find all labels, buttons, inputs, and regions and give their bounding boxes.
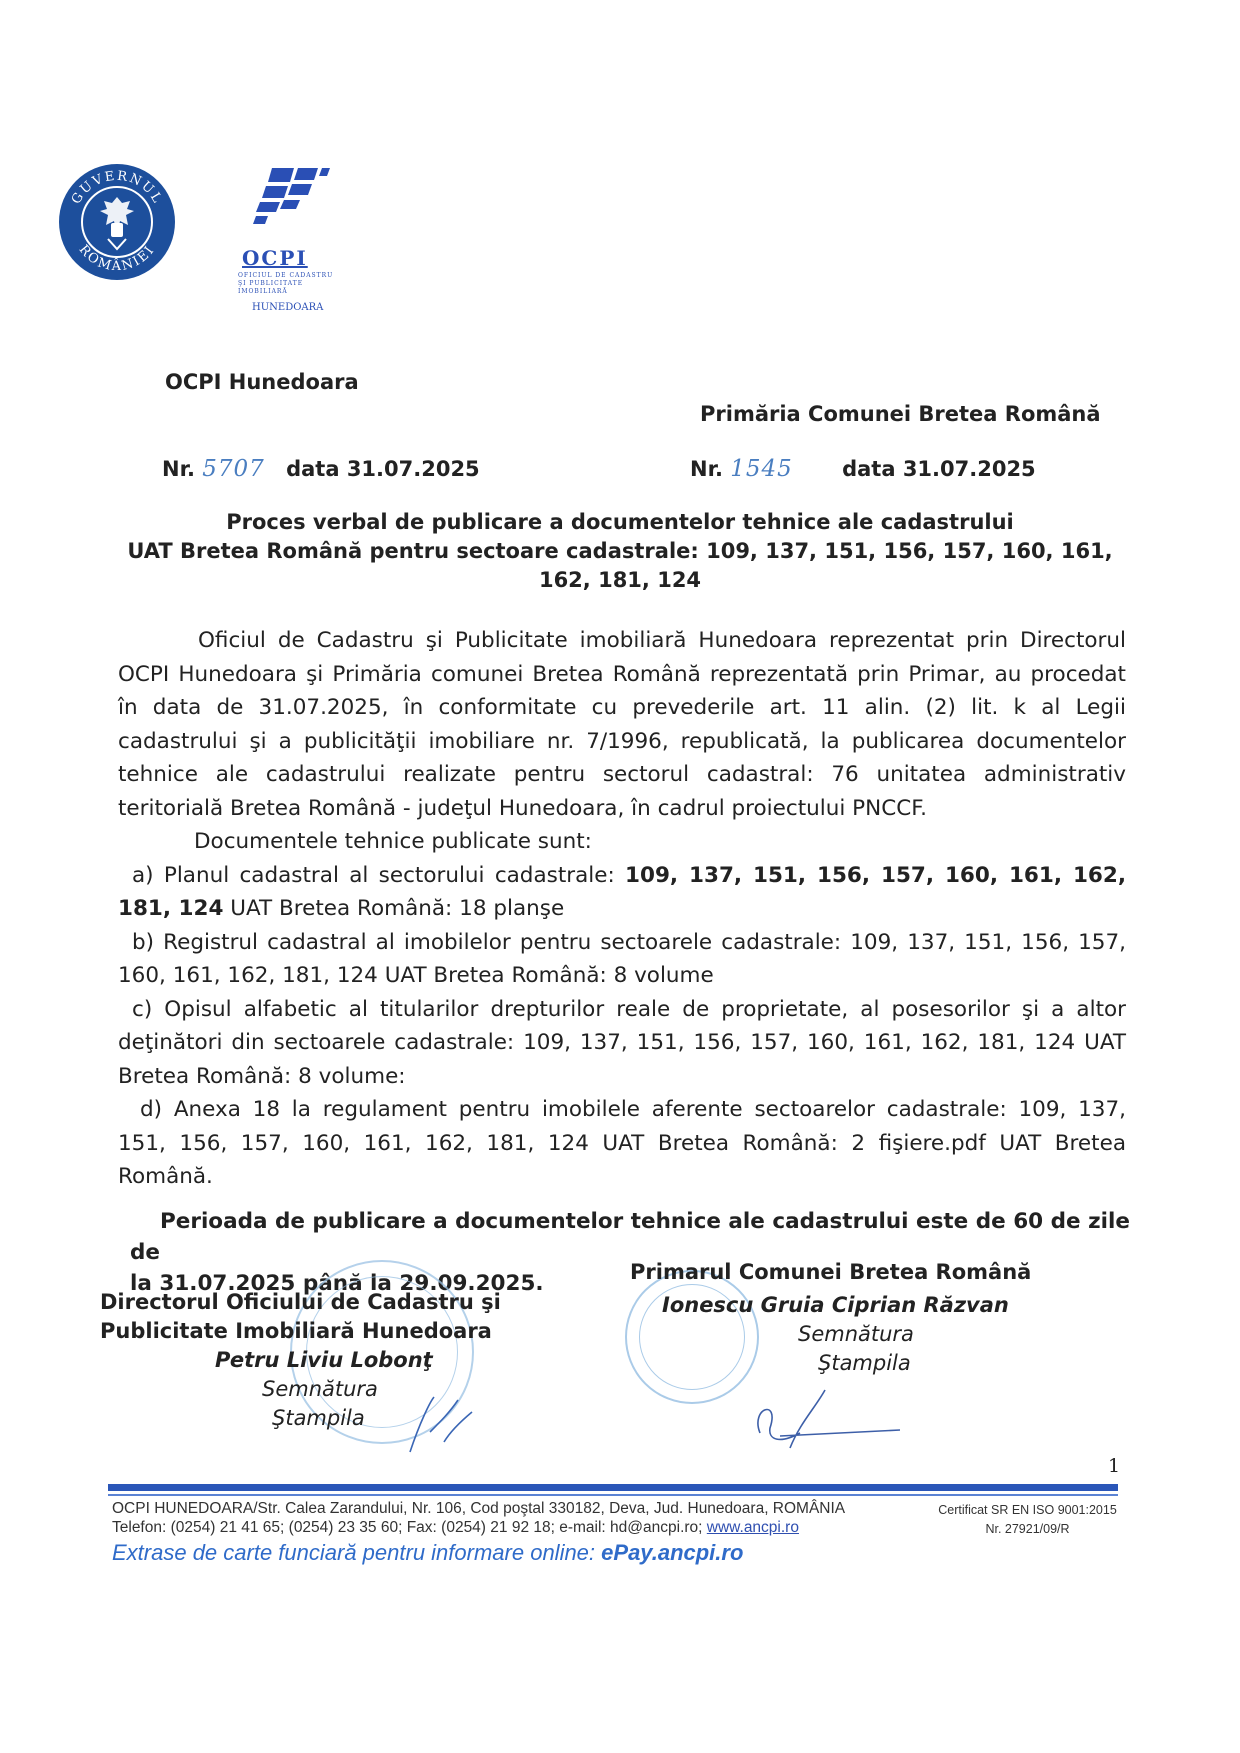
certificate-number: Nr. 27921/09/R bbox=[985, 1522, 1070, 1536]
title-line: UAT Bretea Română pentru sectoare cadastrale: 109, 137, 151, 156, 157, 160, 161, bbox=[127, 539, 1113, 563]
nr-label: Nr. bbox=[162, 457, 195, 481]
footer-contact: Telefon: (0254) 21 41 65; (0254) 23 35 60; Fax: (0254) 21 92 18; e-mail: hd@ancpi.ro; www.ancpi.ro bbox=[112, 1519, 799, 1536]
stamp-label: Ştampila bbox=[818, 1351, 911, 1375]
director-role: Publicitate Imobiliară Hunedoara bbox=[100, 1319, 492, 1343]
director-signature-scribble bbox=[400, 1392, 480, 1462]
mayor-signature-scribble bbox=[740, 1378, 920, 1458]
footer-website-link[interactable]: www.ancpi.ro bbox=[706, 1519, 799, 1536]
stamp-label: Ştampila bbox=[272, 1406, 365, 1430]
document-title bbox=[80, 508, 1160, 595]
seal-text-bottom: ROMÂNIEI bbox=[75, 242, 159, 275]
signature-label: Semnătura bbox=[262, 1377, 378, 1401]
iso-certificate bbox=[920, 1503, 1135, 1536]
ocpi-subtitle-3: IMOBILIARĂ bbox=[238, 288, 288, 295]
certificate-line: Certificat SR EN ISO 9001:2015 bbox=[938, 1503, 1117, 1517]
title-line: 162, 181, 124 bbox=[538, 568, 702, 592]
list-item-d: d) Anexa 18 la regulament pentru imobilele aferente sectoarelor cadastrale: 109, 137, 151, 156, 157, 160, 161, 162, 181, 124 UAT Bretea Română: 2 fişiere.pdf UAT Bretea Română. bbox=[118, 1097, 1126, 1189]
right-date: data 31.07.2025 bbox=[842, 457, 1036, 481]
mayor-name: Ionescu Gruia Ciprian Răzvan bbox=[662, 1293, 1009, 1317]
ocpi-name: OCPI bbox=[242, 246, 308, 270]
handwritten-number: 5707 bbox=[202, 456, 265, 482]
seal-text-top: GUVERNUL bbox=[68, 168, 166, 208]
epay-promo: Extrase de carte funciară pentru informare online: ePay.ancpi.ro bbox=[112, 1540, 744, 1565]
list-item-b: b) Registrul cadastral al imobilelor pentru sectoarele cadastrale: 109, 137, 151, 156, 157, 160, 161, 162, 181, 124 UAT Bretea Română: 8 volume bbox=[118, 929, 1126, 988]
recipient-institution: Primăria Comunei Bretea Română bbox=[700, 402, 1101, 426]
list-heading: Documentele tehnice publicate sunt: bbox=[194, 829, 592, 854]
right-signature-block bbox=[630, 1258, 1110, 1378]
page-number: 1 bbox=[1108, 1455, 1121, 1477]
ocpi-county: HUNEDOARA bbox=[252, 302, 324, 313]
footer-divider bbox=[108, 1484, 1118, 1491]
ocpi-subtitle-1: OFICIUL DE CADASTRU bbox=[238, 272, 334, 279]
director-role: Directorul Oficiului de Cadastru şi bbox=[100, 1290, 501, 1314]
sender-institution: OCPI Hunedoara bbox=[165, 370, 359, 394]
signature-label: Semnătura bbox=[798, 1322, 914, 1346]
title-line: Proces verbal de publicare a documentelor tehnice ale cadastrului bbox=[226, 510, 1014, 534]
ocpi-logo bbox=[238, 168, 358, 318]
footer-divider-thin bbox=[108, 1494, 1118, 1496]
nr-label: Nr. bbox=[690, 457, 723, 481]
left-date: data 31.07.2025 bbox=[286, 457, 480, 481]
right-registration-number bbox=[690, 456, 1036, 482]
footer-address: OCPI HUNEDOARA/Str. Calea Zarandului, Nr. 106, Cod poştal 330182, Deva, Jud. Hunedoara, ROMÂNIA bbox=[112, 1500, 846, 1517]
list-item-a: a) Planul cadastral al sectorului cadastrale: 109, 137, 151, 156, 157, 160, 161, 162, 181, 124 UAT Bretea Română: 18 planşe bbox=[118, 862, 1126, 921]
intro-paragraph: Oficiul de Cadastru şi Publicitate imobiliară Hunedoara reprezentat prin Directorul OCPI Hunedoara şi Primăria comunei Bretea Română reprezentată prin Primar, au procedat în data de 31.07.2025, în conformitate cu prevederile art. 11 alin. (2) lit. k al Legii cadastrului şi a publicităţii imobiliare nr. 7/1996, republicată, la publicarea documentelor tehnice ale cadastrului realizate pentru sectorul cadastral: 76 unitatea administrativ teritorială Bretea Română - judeţul Hunedoara, în cadrul proiectului PNCCF. bbox=[118, 628, 1126, 821]
handwritten-number: 1545 bbox=[730, 456, 793, 482]
government-seal-logo bbox=[58, 163, 176, 281]
director-name: Petru Liviu Lobonţ bbox=[215, 1348, 433, 1372]
left-registration-number bbox=[162, 456, 480, 482]
period-line: Perioada de publicare a documentelor tehnice ale cadastrului este de 60 de zile de bbox=[130, 1209, 1130, 1265]
period-line: la 31.07.2025 până la 29.09.2025. bbox=[130, 1271, 544, 1296]
ocpi-subtitle-2: ŞI PUBLICITATE bbox=[238, 280, 304, 287]
list-item-c: c) Opisul alfabetic al titularilor drepturilor reale de proprietate, al posesorilor şi a altor deţinători din sectoarele cadastrale: 109, 137, 151, 156, 157, 160, 161, 162, 181, 124 UAT Bretea Română: 8 volume: bbox=[118, 996, 1126, 1089]
mayor-role: Primarul Comunei Bretea Română bbox=[630, 1260, 1032, 1284]
epay-link[interactable]: ePay.ancpi.ro bbox=[601, 1540, 744, 1565]
document-body bbox=[118, 624, 1126, 1194]
